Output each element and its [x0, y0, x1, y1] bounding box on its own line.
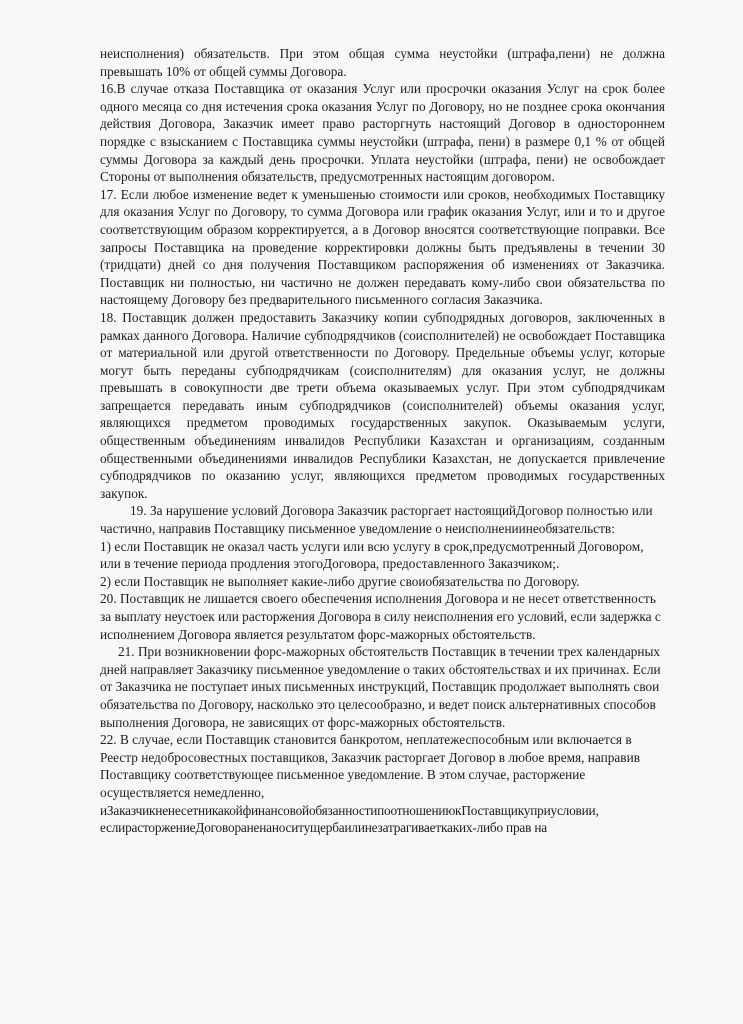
clause-21: 21. При возникновении форс-мажорных обстоятельств Поставщик в течении трех календарных дней направляет Заказчику письменное уведомление о таких обстоятельствах и их причинах. Если от Заказчика не поступает иных письменных инструкций, Поставщик продолжает выполнять свои обязательства по Договору, насколько это целесообразно, и ведет поиск альтернативных способов выполнения Договора, не зависящих от форс-мажорных обстоятельств.	[100, 644, 661, 730]
clause-17: 17. Если любое изменение ведет к уменьшенью стоимости или сроков, необходимых Поставщику для оказания Услуг по Договору, то сумма Договора или график оказания Услуг, или и то и другое соответствующим образом корректируется, а в Договор вносятся соответствующие поправки. Все запросы Поставщика на проведение корректировки должны быть предъявлены в течении 30 (тридцати) дней со дня получения Поставщиком распоряжения об изменениях от Заказчика. Поставщик ни полностью, ни частично не должен передавать кому-либо свои обязательства по настоящему Договору без предварительного письменного согласия Заказчика.	[100, 186, 665, 308]
clause-19: 19. За нарушение условий Договора Заказчик расторгает настоящийДоговор полностью или частично, направив Поставщику письменное уведомление о неисполнениинеобязательств:	[100, 503, 653, 537]
paragraph-continuation: неисполнения) обязательств. При этом общая сумма неустойки (штрафа,пени) не должна превышать 10% от общей суммы Договора.	[100, 46, 665, 79]
clause-22-line-b: еслирасторжениеДоговораненаноситущербаилинезатрагиваеткаких-либо прав на	[100, 820, 547, 836]
clause-18: 18. Поставщик должен предоставить Заказчику копии субподрядных договоров, заключенных в рамках данного Договора. Наличие субподрядчиков (соисполнителей) не освобождает Поставщика от материальной или другой ответственности по Договору. Предельные объемы услуг, которые могут быть переданы субподрядчикам (соисполнителям) для оказания услуг, не должны превышать в совокупности две трети объема оказываемых услуг. При этом субподрядчикам запрещается передавать иным субподрядчиков (соисполнителей) объемы оказания услуг, являющихся предметом проводимых государственных закупок. Оказываемым услуги, общественным объединениям инвалидов Республики Казахстан и организациям, созданным общественными объединениями инвалидов Республики Казахстан, не допускается привлечение субподрядчиков по оказанию услуг, являющихся предметом проводимых государственных закупок.	[100, 309, 665, 501]
clause-19-item-1: 1) если Поставщик не оказал часть услуги или всю услугу в срок,предусмотренный Договором, или в течение периода продления этогоДоговора, предоставленного Заказчиком;.	[100, 538, 644, 572]
clause-22-line-a: иЗаказчикненесетникакойфинансовойобязанностипоотношениюкПоставщикуприусловии,	[100, 802, 599, 818]
clause-19-item-2: 2) если Поставщик не выполняет какие-либо другие своиобязательства по Договору.	[100, 573, 580, 589]
document-body	[100, 45, 665, 837]
clause-20: 20. Поставщик не лишается своего обеспечения исполнения Договора и не несет ответственность за выплату неустоек или расторжения Договора в силу неисполнения его условий, если задержка с исполнением Договора является результатом форс-мажорных обстоятельств.	[100, 591, 661, 642]
clause-16: 16.В случае отказа Поставщика от оказания Услуг или просрочки оказания Услуг на срок более одного месяца со дня истечения срока оказания Услуг по Договору, но не позднее срока окончания действия Договора, Заказчик имеет право расторгнуть настоящий Договор в одностороннем порядке с взысканием с Поставщика суммы неустойки (штрафа, пени) в размере 0,1 % от общей суммы Договора за каждый день просрочки. Уплата неустойки (штрафа, пени) не освобождает Стороны от выполнения обязательств, предусмотренных настоящим договором.	[100, 81, 665, 185]
clause-22: 22. В случае, если Поставщик становится банкротом, неплатежеспособным или включается в Реестр недобросовестных поставщиков, Заказчик расторгает Договор в любое время, направив Поставщику соответствующее письменное уведомление. В этом случае, расторжение осуществляется немедленно,	[100, 732, 640, 800]
